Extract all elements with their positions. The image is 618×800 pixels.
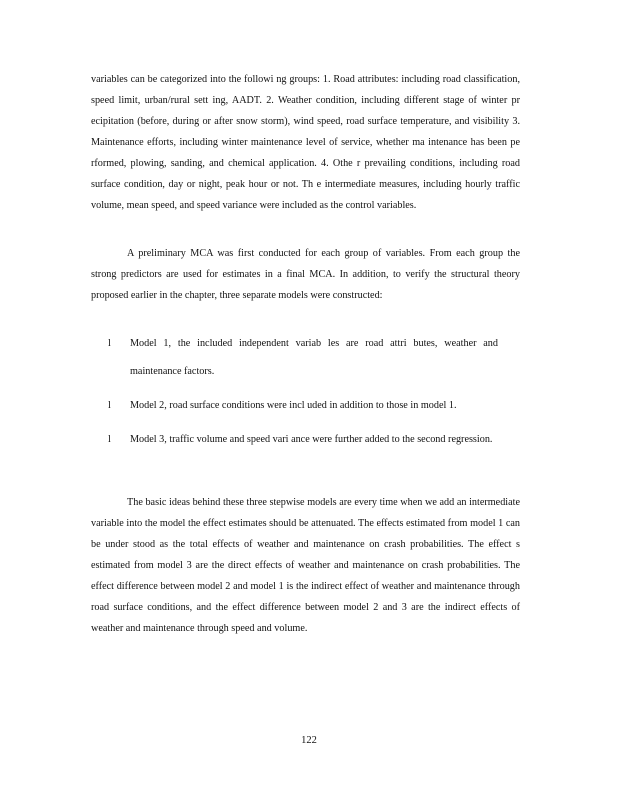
body-paragraph-stepwise-models: The basic ideas behind these three stepwise models are every time when we add an intermediate variable into the model the effect estimates should be attenuated. The effects estimated from model 1 can be under stood as the total effects of weather and maintenance on crash probabilities. The effect s estimated from model 3 are the direct effects of weather and maintenance on crash probabilities. The effect difference between model 2 and model 1 is the indirect effect of weather and maintenance through road surface conditions, and the effect difference between model 2 and 3 are the indirect effects of weather and maintenance through speed and volume. <box>91 497 520 634</box>
bullet-marker: l <box>108 338 111 349</box>
bullet-text: Model 3, traffic volume and speed vari ance were further added to the second regression. <box>130 434 493 445</box>
bullet-marker: l <box>108 434 111 445</box>
page-number: 122 <box>301 735 317 746</box>
body-paragraph-variable-groups: variables can be categorized into the followi ng groups: 1. Road attributes: including road classification, speed limit, urban/rural sett ing, AADT. 2. Weather condition, including different stage of winter pr ecipitation (before, during or after snow storm), wind speed, road surface temperature, and visibility 3. Maintenance efforts, including winter maintenance level of service, whether ma intenance has been pe rformed, plowing, sanding, and chemical application. 4. Othe r prevailing conditions, including road surface condition, day or night, peak hour or not. Th e intermediate measures, including hourly traffic volume, mean speed, and speed variance were included as the control variables. <box>91 74 520 211</box>
body-paragraph-preliminary-mca: A preliminary MCA was first conducted for each group of variables. From each group the strong predictors are used for estimates in a final MCA. In addition, to verify the structural theory proposed earlier in the chapter, three separate models were constructed: <box>91 248 520 301</box>
bullet-marker: l <box>108 400 111 411</box>
bullet-text: Model 1, the included independent variab les are road attri butes, weather and maintenance factors. <box>130 338 498 377</box>
bullet-text: Model 2, road surface conditions were incl uded in addition to those in model 1. <box>130 400 457 411</box>
